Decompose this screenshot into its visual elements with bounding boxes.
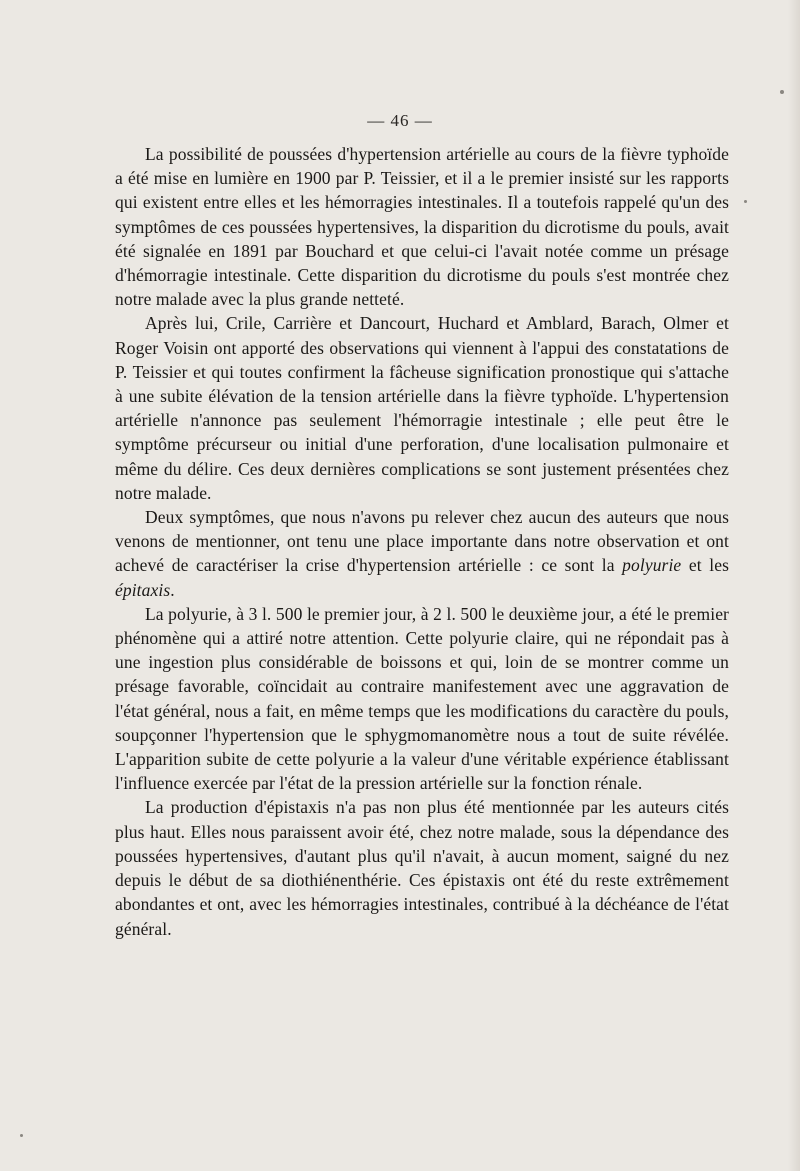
paragraph-3 [115,505,729,602]
body-text [115,142,729,941]
page-number: — 46 — [367,111,433,130]
italic-term-epitaxis: épitaxis [115,579,171,600]
scan-speck-left [20,1134,23,1137]
paragraph-4: La polyurie, à 3 l. 500 le premier jour, à 2 l. 500 le deuxième jour, a été le premier phénomène qui a attiré notre attention. Cette polyurie claire, qui ne répondait pas à une ingestion plus considérable de boissons et qui, loin de se montrer comme un présage favorable, coïncidait au contraire manifestement avec une aggravation de l'état général, nous a fait, en même temps que les modifications du caractère du pouls, soupçonner l'hypertension que le sphygmomanomètre nous a tout de suite révélée. L'apparition subite de cette polyurie a la valeur d'une véritable expérience établissant l'influence exercée par l'état de la pression artérielle sur la fonction rénale. [115,603,729,794]
paragraph-3-before: Deux symptômes, que nous n'avons pu relever chez aucun des auteurs que nous venons de mentionner, ont tenu une place importante dans notre observation et ont achevé de caractériser la crise d'hypertension artérielle : ce sont la [115,507,729,576]
paragraph-1: La possibilité de poussées d'hypertension artérielle au cours de la fièvre typhoïde a été mise en lumière en 1900 par P. Teissier, et il a le premier insisté sur les rapports qui existent entre elles et les hémorragies intestinales. Il a toutefois rappelé qu'un des symptômes de ces poussées hypertensives, la disparition du dicrotisme du pouls, avait été signalée en 1891 par Bouchard et que celui-ci l'avait notée comme un présage d'hémorragie intestinale. Cette disparition du dicrotisme du pouls s'est montrée chez notre malade avec la plus grande netteté. [115,144,729,310]
scan-edge [788,0,800,1171]
paragraph-3-after: . [170,579,175,600]
paragraph-5: La production d'épistaxis n'a pas non plus été mentionnée par les auteurs cités plus haut. Elles nous paraissent avoir été, chez notre malade, sous la dépendance des poussées hypertensives, d'autant plus qu'il n'avait, à aucun moment, saigné du nez depuis le début de sa diothiénenthérie. Ces épistaxis ont été du reste extrêmement abondantes et ont, avec les hémorragies intestinales, contribué à la déchéance de l'état général. [115,797,729,939]
paragraph-3-middle: et les [681,555,729,576]
paragraph-2: Après lui, Crile, Carrière et Dancourt, Huchard et Amblard, Barach, Olmer et Roger Voisin ont apporté des observations qui viennent à l'appui des constatations de P. Teissier et qui toutes confirment la fâcheuse signification pronostique qui s'attache à une subite élévation de la tension artérielle dans la fièvre typhoïde. L'hypertension artérielle n'annonce pas seulement l'hémorragie intestinale ; elle peut être le symptôme précurseur ou initial d'une perforation, d'une localisation pulmonaire et même du délire. Ces deux dernières complications se sont justement présentées chez notre malade. [115,313,729,503]
scan-speck-right-margin [744,200,747,203]
scan-speck-top-right [780,90,784,94]
italic-term-polyurie: polyurie [622,555,682,576]
